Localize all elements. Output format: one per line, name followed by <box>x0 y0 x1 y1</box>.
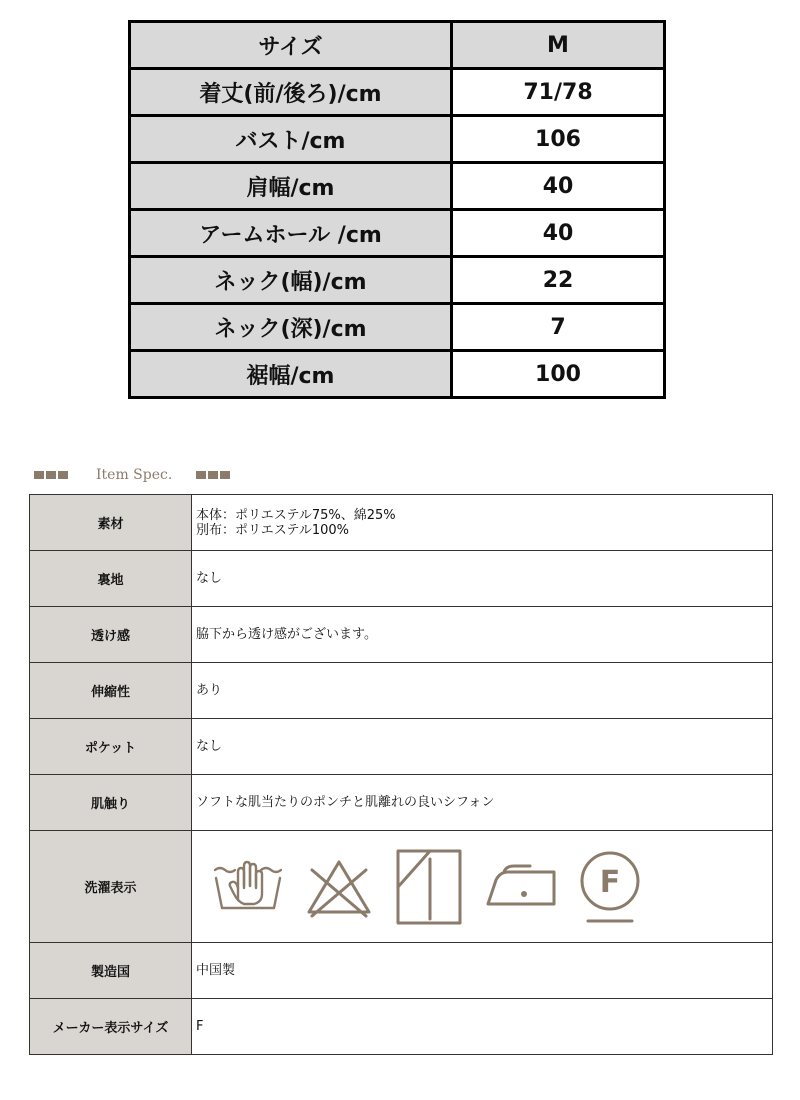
spec-row-value: F <box>192 999 773 1055</box>
item-spec-table <box>29 494 773 1055</box>
square-icon <box>34 471 44 479</box>
size-row-shoulder <box>130 163 665 210</box>
low-iron-icon <box>484 862 558 912</box>
spec-row-value: なし <box>192 551 773 607</box>
spec-row-label: 製造国 <box>30 943 192 999</box>
spec-row-value <box>192 495 773 551</box>
size-row-value: 71/78 <box>452 69 665 116</box>
size-row-label: 裾幅/cm <box>130 351 452 398</box>
size-row-length <box>130 69 665 116</box>
size-row-value: 40 <box>452 163 665 210</box>
size-header-value: M <box>452 22 665 69</box>
hand-wash-icon <box>212 856 284 918</box>
spec-row-label: メーカー表示サイズ <box>30 999 192 1055</box>
size-row-hem-width <box>130 351 665 398</box>
spec-row-value: 中国製 <box>192 943 773 999</box>
size-table-header-row <box>130 22 665 69</box>
spec-row-label: 伸縮性 <box>30 663 192 719</box>
spec-row-stretch <box>30 663 773 719</box>
size-row-label: ネック(深)/cm <box>130 304 452 351</box>
spec-row-value: なし <box>192 719 773 775</box>
size-row-label: 肩幅/cm <box>130 163 452 210</box>
spec-row-label: 肌触り <box>30 775 192 831</box>
care-icons <box>196 847 772 927</box>
size-table <box>128 20 666 399</box>
no-bleach-icon <box>304 856 374 918</box>
shade-drip-dry-icon <box>394 847 464 927</box>
size-row-value: 100 <box>452 351 665 398</box>
spec-row-label: ポケット <box>30 719 192 775</box>
square-icon <box>208 471 218 479</box>
spec-row-label: 透け感 <box>30 607 192 663</box>
heading-squares-right <box>196 471 230 479</box>
size-row-label: バスト/cm <box>130 116 452 163</box>
heading-squares-left <box>34 471 68 479</box>
item-spec-title: Item Spec. <box>96 467 173 483</box>
spec-row-value: 脇下から透け感がございます。 <box>192 607 773 663</box>
size-row-label: ネック(幅)/cm <box>130 257 452 304</box>
square-icon <box>58 471 68 479</box>
svg-text:F: F <box>599 864 621 900</box>
spec-row-value: あり <box>192 663 773 719</box>
size-row-value: 40 <box>452 210 665 257</box>
square-icon <box>46 471 56 479</box>
square-icon <box>220 471 230 479</box>
size-row-label: 着丈(前/後ろ)/cm <box>130 69 452 116</box>
material-line-sub: 別布：ポリエステル100% <box>196 522 349 538</box>
spec-row-value: ソフトな肌当たりのポンチと肌離れの良いシフォン <box>192 775 773 831</box>
size-row-neck-depth <box>130 304 665 351</box>
square-icon <box>196 471 206 479</box>
spec-row-label: 洗濯表示 <box>30 831 192 943</box>
size-row-value: 7 <box>452 304 665 351</box>
spec-row-texture <box>30 775 773 831</box>
spec-row-label: 裏地 <box>30 551 192 607</box>
material-line-main: 本体：ポリエステル75%、綿25% <box>196 507 396 523</box>
spec-row-lining <box>30 551 773 607</box>
spec-row-country <box>30 943 773 999</box>
size-row-neck-width <box>130 257 665 304</box>
dry-clean-f-icon <box>578 847 642 927</box>
item-spec-heading <box>34 466 230 484</box>
size-row-bust <box>130 116 665 163</box>
spec-row-material <box>30 495 773 551</box>
spec-row-care <box>30 831 773 943</box>
spec-row-maker-size <box>30 999 773 1055</box>
care-icons-cell <box>192 831 773 943</box>
size-row-value: 22 <box>452 257 665 304</box>
size-row-label: アームホール /cm <box>130 210 452 257</box>
size-header-label: サイズ <box>130 22 452 69</box>
spec-row-pocket <box>30 719 773 775</box>
size-row-value: 106 <box>452 116 665 163</box>
spec-row-label: 素材 <box>30 495 192 551</box>
spec-row-sheerness <box>30 607 773 663</box>
size-row-armhole <box>130 210 665 257</box>
